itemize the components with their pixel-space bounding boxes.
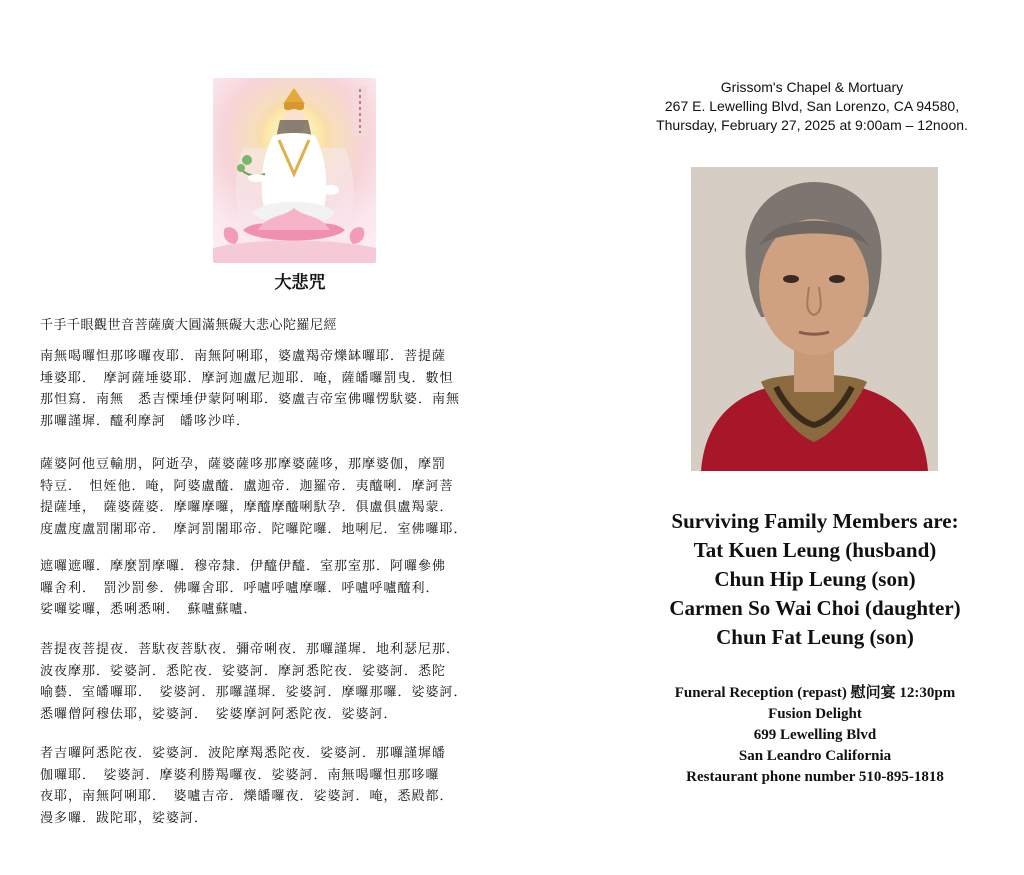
mantra-line: 提薩埵， 薩婆薩婆．摩囉摩囉，摩醯摩醯唎馱孕．俱盧俱盧羯蒙． <box>40 500 454 515</box>
mantra-line: 南無喝囉怛那哆囉夜耶．南無阿唎耶，婆盧羯帝爍缽囉耶．菩提薩 <box>40 349 447 364</box>
mantra-line: 特豆． 怛姪他．唵，阿婆盧醯．盧迦帝．迦羅帝．夷醯唎．摩訶菩 <box>40 478 454 494</box>
portrait-photo <box>691 167 938 471</box>
restaurant-name: Fusion Delight <box>768 706 862 722</box>
mantra-line: 波夜摩那．娑婆訶．悉陀夜．娑婆訶．摩訶悉陀夜．娑婆訶．悉陀 <box>40 663 447 679</box>
mantra-paragraph-5 <box>40 743 540 829</box>
mantra-line: 薩婆阿他豆輸朋，阿逝孕，薩婆薩哆那摩婆薩哆，那摩婆伽，摩罰 <box>40 457 447 472</box>
right-page <box>600 0 1024 875</box>
mantra-line: 夜耶，南無阿唎耶． 婆嚧吉帝．爍皤囉夜．娑婆訶．唵，悉殿都． <box>40 789 454 804</box>
family-member: Chun Hip Leung (son) <box>714 567 916 591</box>
mantra-line: 悉囉僧阿穆佉耶，娑婆訶． 娑婆摩訶阿悉陀夜．娑婆訶． <box>40 706 398 722</box>
mantra-line: 菩提夜菩提夜．菩馱夜菩馱夜．彌帝唎夜．那囉謹墀．地利瑟尼那． <box>40 642 461 657</box>
great-compassion-mantra-title: 大悲咒 <box>274 273 326 293</box>
service-details <box>600 78 1024 135</box>
mantra-line: 囉舍利． 罰沙罰參．佛囉舍耶．呼嚧呼嚧摩囉．呼嚧呼嚧醯利． <box>40 580 440 596</box>
mantra-line: 埵婆耶． 摩訶薩埵婆耶．摩訶迦盧尼迦耶．唵，薩皤囉罰曳．數怛 <box>40 370 454 386</box>
chapel-address: 267 E. Lewelling Blvd, San Lorenzo, CA 94580, <box>664 98 960 114</box>
mantra-line: 伽囉耶． 娑婆訶．摩婆利勝羯囉夜．娑婆訶．南無喝囉怛那哆囉 <box>40 767 440 783</box>
mantra-line: 娑囉娑囉，悉唎悉唎． 蘇嚧蘇嚧． <box>40 602 258 617</box>
mantra-line: 遮囉遮囉．摩麼罰摩囉．穆帝隸．伊醯伊醯．室那室那．阿囉參佛 <box>40 559 447 574</box>
mantra-line: 漫多囉．跋陀耶，娑婆訶． <box>40 810 209 826</box>
family-heading: Surviving Family Members are: <box>671 509 959 533</box>
restaurant-city: San Leandro California <box>738 748 892 764</box>
family-member: Tat Kuen Leung (husband) <box>693 538 937 562</box>
mantra-line: 喻藝．室皤囉耶． 娑婆訶．那囉謹墀．娑婆訶．摩囉那囉．娑婆訶． <box>40 685 468 700</box>
portrait-photo-icon <box>691 167 938 471</box>
mantra-line: 者吉囉阿悉陀夜．娑婆訶．波陀摩羯悉陀夜．娑婆訶．那囉謹墀皤 <box>40 746 447 761</box>
guanyin-image <box>213 78 376 263</box>
reception-heading: Funeral Reception (repast) 慰问宴 12:30pm <box>674 685 956 701</box>
guanyin-illustration-icon <box>213 78 376 263</box>
sutra-name: 千手千眼觀世音菩薩廣大圓滿無礙大悲心陀羅尼經 <box>40 318 338 333</box>
mantra-paragraph-1 <box>40 346 540 432</box>
restaurant-phone: Restaurant phone number 510-895-1818 <box>686 769 944 785</box>
chapel-name: Grissom's Chapel & Mortuary <box>720 79 904 95</box>
restaurant-street: 699 Lewelling Blvd <box>753 727 877 743</box>
mantra-line: 那怛寫．南無 悉吉慄埵伊蒙阿唎耶．婆盧吉帝室佛囉愣馱婆．南無 <box>40 392 461 407</box>
family-member: Chun Fat Leung (son) <box>716 625 914 649</box>
mantra-paragraph-2 <box>40 454 540 540</box>
mantra-line: 那囉謹墀．醯利摩訶 皤哆沙咩． <box>40 413 251 429</box>
mantra-paragraph-4 <box>40 639 540 725</box>
mantra-line: 度盧度盧罰闍耶帝． 摩訶罰闍耶帝．陀囉陀囉．地唎尼．室佛囉耶． <box>40 521 468 537</box>
family-member: Carmen So Wai Choi (daughter) <box>669 596 961 620</box>
funeral-reception-details <box>600 683 1024 788</box>
service-date-time: Thursday, February 27, 2025 at 9:00am – 12noon. <box>656 117 968 133</box>
surviving-family-list <box>600 507 1024 652</box>
mantra-paragraph-3 <box>40 556 540 621</box>
